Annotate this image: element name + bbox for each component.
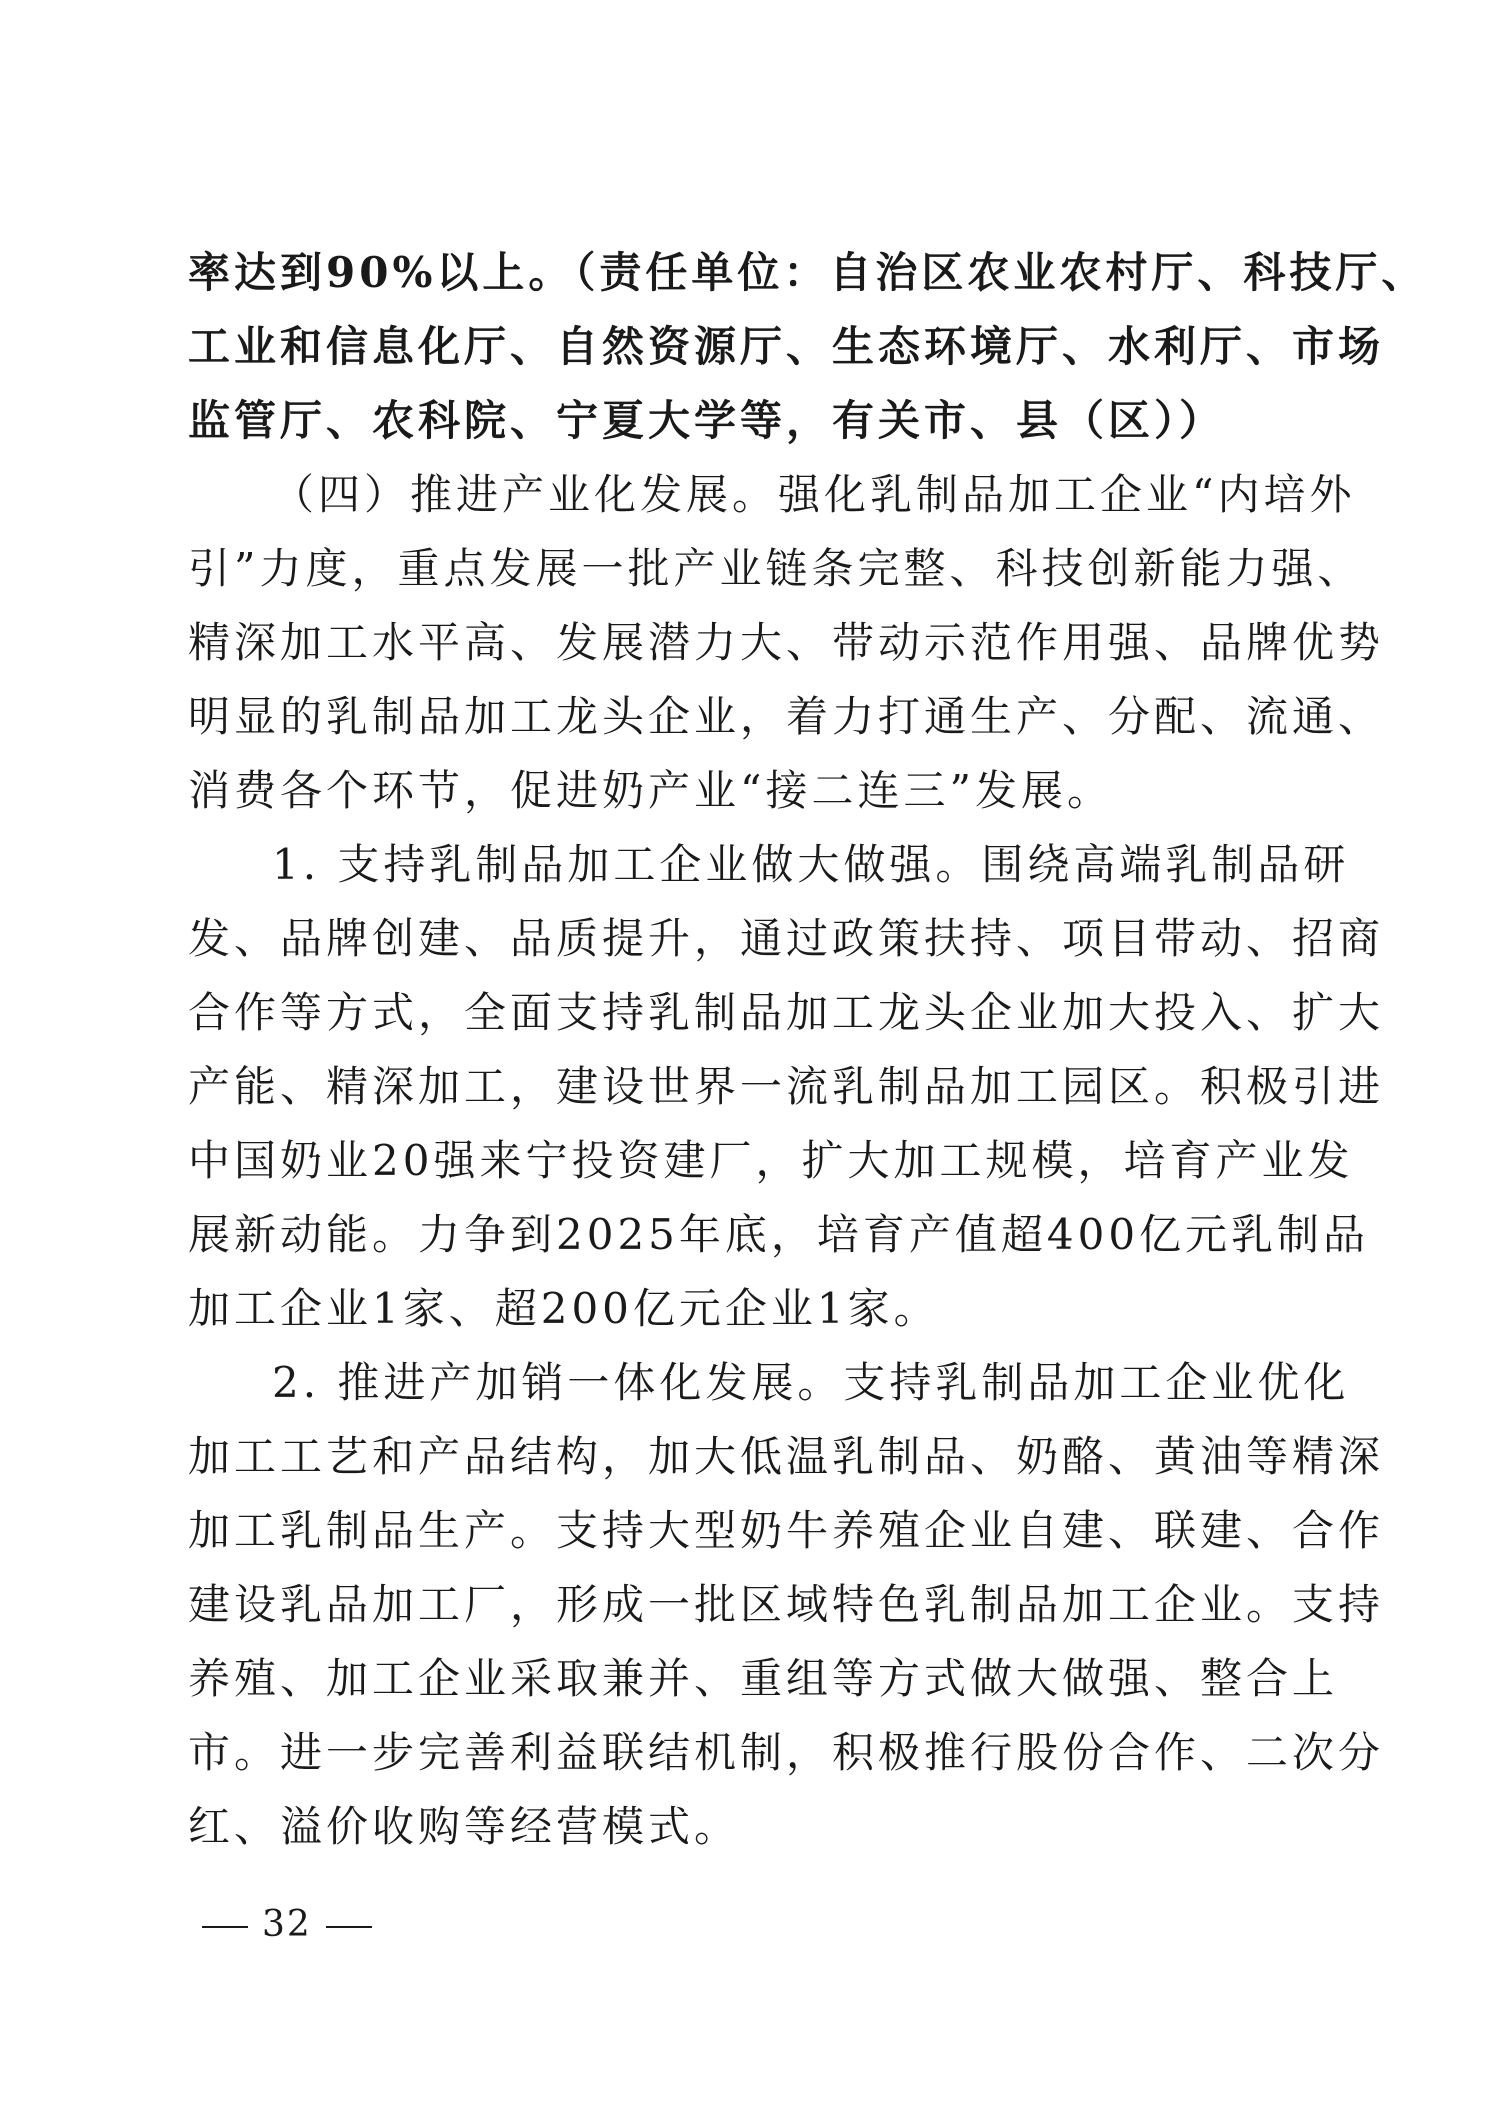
text-line: 引”力度，重点发展一批产业链条完整、科技创新能力强、 xyxy=(188,544,1364,593)
text-line: 合作等方式，全面支持乳制品加工龙头企业加大投入、扩大 xyxy=(188,988,1385,1037)
text-line: （四）推进产业化发展。强化乳制品加工企业“内培外 xyxy=(272,470,1356,519)
text-line: 红、溢价收购等经营模式。 xyxy=(188,1802,741,1851)
page-number-dash-right xyxy=(326,1926,372,1928)
text-line: 明显的乳制品加工龙头企业，着力打通生产、分配、流通、 xyxy=(188,692,1385,741)
text-line: 精深加工水平高、发展潜力大、带动示范作用强、品牌优势 xyxy=(188,618,1385,667)
text-line: 工业和信息化厅、自然资源厅、生态环境厅、水利厅、市场 xyxy=(188,322,1385,371)
text-line: 加工乳制品生产。支持大型奶牛养殖企业自建、联建、合作 xyxy=(188,1506,1385,1555)
text-line: 建设乳品加工厂，形成一批区域特色乳制品加工企业。支持 xyxy=(188,1580,1385,1629)
text-line: 消费各个环节，促进奶产业“接二连三”发展。 xyxy=(188,766,1113,815)
paragraph-item-1 xyxy=(188,828,1385,1346)
text-line: 产能、精深加工，建设世界一流乳制品加工园区。积极引进 xyxy=(188,1062,1385,1111)
text-line: 中国奶业20强来宁投资建厂，扩大加工规模，培育产业发 xyxy=(188,1136,1354,1185)
paragraph-responsibility-units xyxy=(188,236,1428,458)
text-line: 加工企业1家、超200亿元企业1家。 xyxy=(188,1284,940,1333)
page-number-value: 32 xyxy=(262,1904,312,1945)
paragraph-item-2 xyxy=(188,1346,1385,1864)
document-body xyxy=(188,236,1428,1864)
text-line: 市。进一步完善利益联结机制，积极推行股份合作、二次分 xyxy=(188,1728,1385,1777)
paragraph-section-four xyxy=(188,458,1385,828)
text-line: 率达到90%以上。（责任单位：自治区农业农村厅、科技厅、 xyxy=(188,248,1428,297)
text-line: 发、品牌创建、品质提升，通过政策扶持、项目带动、招商 xyxy=(188,914,1385,963)
text-line: 展新动能。力争到2025年底，培育产值超400亿元乳制品 xyxy=(188,1210,1370,1259)
text-line: 养殖、加工企业采取兼并、重组等方式做大做强、整合上 xyxy=(188,1654,1339,1703)
text-line: 1. 支持乳制品加工企业做大做强。围绕高端乳制品研 xyxy=(272,840,1350,889)
page-number xyxy=(188,1905,386,1945)
text-line: 监管厅、农科院、宁夏大学等，有关市、县（区）） xyxy=(188,396,1226,445)
text-line: 加工工艺和产品结构，加大低温乳制品、奶酪、黄油等精深 xyxy=(188,1432,1385,1481)
page-number-dash-left xyxy=(202,1926,248,1928)
text-line: 2. 推进产加销一体化发展。支持乳制品加工企业优化 xyxy=(272,1358,1350,1407)
